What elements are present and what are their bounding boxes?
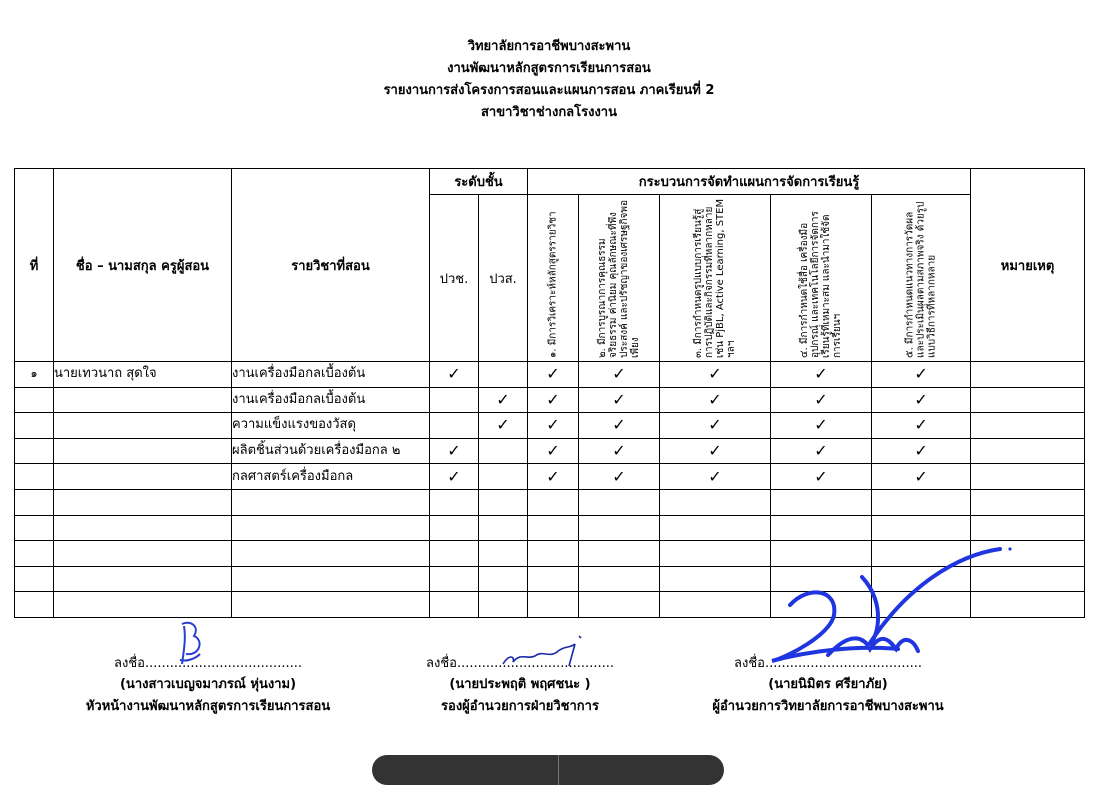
teacher-name <box>54 489 232 515</box>
header-process-1: ๑. มีการวิเคราะห์หลักสูตรรายวิชา <box>547 211 559 358</box>
remark-cell <box>971 387 1085 413</box>
process-2-check <box>579 566 660 592</box>
process-2-check: ✓ <box>579 362 660 388</box>
level-pvc-cell: ✓ <box>430 438 479 464</box>
subject-name <box>232 541 430 567</box>
signer-name: (นายประพฤติ พฤศชนะ ) <box>449 677 591 692</box>
header-process: กระบวนการจัดทำแผนการจัดการเรียนรู้ <box>528 169 971 195</box>
row-number <box>15 592 54 618</box>
header-teacher-name: ชื่อ – นามสกุล ครูผู้สอน <box>54 169 232 362</box>
header-process-2: ๒. มีการบูรณาการคุณธรรม จริยธรรม ค่านิยม คุณลักษณะที่พึงประสงค์ และปรัชญาของเศรษฐกิจพอเพียง <box>597 199 641 358</box>
report-title: รายงานการส่งโครงการสอนและแผนการสอน ภาคเรียนที่ 2 <box>383 83 715 98</box>
row-number: ๑ <box>15 362 54 388</box>
level-pvs-cell <box>479 489 528 515</box>
level-pvs-cell: ✓ <box>479 387 528 413</box>
level-pvc-cell <box>430 541 479 567</box>
college-name: วิทยาลัยการอาชีพบางสะพาน <box>467 39 631 54</box>
table-row <box>15 387 1085 413</box>
header-subject: รายวิชาที่สอน <box>232 169 430 362</box>
process-3-check <box>660 489 771 515</box>
row-number <box>15 413 54 439</box>
teacher-name <box>54 413 232 439</box>
process-2-check: ✓ <box>579 413 660 439</box>
row-number <box>15 541 54 567</box>
sign-label: ลงชื่อ <box>734 656 765 671</box>
process-2-check <box>579 515 660 541</box>
header-level: ระดับชั้น <box>430 169 528 195</box>
subject-name: งานเครื่องมือกลเบื้องต้น <box>232 387 430 413</box>
level-pvc-cell: ✓ <box>430 362 479 388</box>
signature-block-1: ลงชื่อ...................................... (นางสาวเบญจมาภรณ์ หุ่นงาม) หัวหน้างานพัฒนาหลักสูตรการเรียนการสอน <box>38 652 378 718</box>
table-row <box>15 362 1085 388</box>
level-pvc-cell <box>430 566 479 592</box>
process-3-check <box>660 541 771 567</box>
signer-title: รองผู้อำนวยการฝ่ายวิชาการ <box>441 699 599 714</box>
toolbar-divider <box>558 755 559 785</box>
header-process-3: ๓. มีการกำหนดรูปแบบการเรียนรู้สู่การปฏิบัติและกิจกรรมที่หลากหลาย เช่น PjBL, Active Learning, STEM ฯลฯ <box>693 198 737 358</box>
level-pvc-cell <box>430 413 479 439</box>
table-row <box>15 515 1085 541</box>
process-1-check: ✓ <box>528 362 579 388</box>
teacher-name <box>54 515 232 541</box>
process-4-check <box>771 515 872 541</box>
process-5-check <box>872 515 971 541</box>
process-2-check: ✓ <box>579 387 660 413</box>
process-2-check: ✓ <box>579 438 660 464</box>
table-row <box>15 464 1085 490</box>
remark-cell <box>971 413 1085 439</box>
header-process-5: ๕. มีการกำหนดแนวทางการวัดผลและประเมินผลตามสภาพจริง ด้วยรูปแบบวิธีการที่หลากหลาย <box>904 201 938 358</box>
remark-cell <box>971 489 1085 515</box>
process-3-check <box>660 566 771 592</box>
header-no: ที่ <box>15 169 54 362</box>
process-1-check: ✓ <box>528 464 579 490</box>
document-header <box>0 36 1098 124</box>
process-1-check <box>528 541 579 567</box>
subject-name <box>232 592 430 618</box>
level-pvs-cell <box>479 515 528 541</box>
process-4-check: ✓ <box>771 362 872 388</box>
process-4-check: ✓ <box>771 464 872 490</box>
level-pvc-cell <box>430 489 479 515</box>
subject-name <box>232 515 430 541</box>
signature-block-2: ลงชื่อ...................................... (นายประพฤติ พฤศชนะ ) รองผู้อำนวยการฝ่ายวิชาการ <box>350 652 690 718</box>
branch-name: สาขาวิชาช่างกลโรงงาน <box>481 105 617 120</box>
row-number <box>15 566 54 592</box>
signer-name: (นายนิมิตร ศรียาภัย) <box>768 677 888 692</box>
subject-name <box>232 489 430 515</box>
remark-cell <box>971 362 1085 388</box>
process-4-check <box>771 489 872 515</box>
process-3-check <box>660 515 771 541</box>
process-2-check <box>579 489 660 515</box>
teacher-name <box>54 592 232 618</box>
process-2-check <box>579 541 660 567</box>
teacher-name: นายเทวนาถ สุดใจ <box>54 362 232 388</box>
subject-name: กลศาสตร์เครื่องมือกล <box>232 464 430 490</box>
level-pvs-cell <box>479 592 528 618</box>
signature-block-3: ลงชื่อ...................................... (นายนิมิตร ศรียาภัย) ผู้อำนวยการวิทยาลัยการอาชีพบางสะพาน <box>658 652 998 718</box>
process-3-check: ✓ <box>660 438 771 464</box>
level-pvc-cell <box>430 387 479 413</box>
teacher-name <box>54 541 232 567</box>
level-pvc-cell <box>430 515 479 541</box>
table-row <box>15 489 1085 515</box>
process-4-check: ✓ <box>771 387 872 413</box>
process-3-check: ✓ <box>660 413 771 439</box>
teacher-name <box>54 464 232 490</box>
row-number <box>15 464 54 490</box>
remark-cell <box>971 438 1085 464</box>
row-number <box>15 387 54 413</box>
process-5-check: ✓ <box>872 362 971 388</box>
signer-title: ผู้อำนวยการวิทยาลัยการอาชีพบางสะพาน <box>712 699 944 714</box>
process-5-check: ✓ <box>872 413 971 439</box>
subject-name: ความแข็งแรงของวัสดุ <box>232 413 430 439</box>
header-level-pvc: ปวช. <box>430 195 479 362</box>
process-3-check: ✓ <box>660 387 771 413</box>
process-1-check <box>528 592 579 618</box>
subject-name: ผลิตชิ้นส่วนด้วยเครื่องมือกล ๒ <box>232 438 430 464</box>
header-process-4: ๔. มีการกำหนดใช้สื่อ เครื่องมือ อุปกรณ์ และเทคโนโลยีการจัดการเรียนรู้ที่เหมาะสม และนำมาใช้จัดการเรียนฯ <box>799 211 843 358</box>
row-number <box>15 515 54 541</box>
teacher-name <box>54 566 232 592</box>
remark-cell <box>971 515 1085 541</box>
signer-name: (นางสาวเบญจมาภรณ์ หุ่นงาม) <box>119 677 297 692</box>
process-1-check <box>528 566 579 592</box>
level-pvs-cell <box>479 438 528 464</box>
level-pvs-cell <box>479 541 528 567</box>
process-3-check: ✓ <box>660 362 771 388</box>
process-5-check: ✓ <box>872 438 971 464</box>
process-4-check: ✓ <box>771 413 872 439</box>
level-pvs-cell <box>479 566 528 592</box>
table-row <box>15 413 1085 439</box>
process-1-check <box>528 515 579 541</box>
level-pvs-cell <box>479 362 528 388</box>
header-level-pvs: ปวส. <box>479 195 528 362</box>
row-number <box>15 489 54 515</box>
department-name: งานพัฒนาหลักสูตรการเรียนการสอน <box>447 61 651 76</box>
process-1-check <box>528 489 579 515</box>
subject-name <box>232 566 430 592</box>
level-pvs-cell <box>479 464 528 490</box>
teacher-name <box>54 387 232 413</box>
process-1-check: ✓ <box>528 413 579 439</box>
level-pvs-cell: ✓ <box>479 413 528 439</box>
process-4-check: ✓ <box>771 438 872 464</box>
subject-name: งานเครื่องมือกลเบื้องต้น <box>232 362 430 388</box>
process-1-check: ✓ <box>528 387 579 413</box>
level-pvc-cell <box>430 592 479 618</box>
process-1-check: ✓ <box>528 438 579 464</box>
level-pvc-cell: ✓ <box>430 464 479 490</box>
teacher-name <box>54 438 232 464</box>
row-number <box>15 438 54 464</box>
process-5-check <box>872 489 971 515</box>
sign-label: ลงชื่อ <box>114 656 145 671</box>
process-5-check: ✓ <box>872 464 971 490</box>
signer-title: หัวหน้างานพัฒนาหลักสูตรการเรียนการสอน <box>85 699 331 714</box>
sign-label: ลงชื่อ <box>426 656 457 671</box>
process-2-check: ✓ <box>579 464 660 490</box>
header-remark: หมายเหตุ <box>971 169 1085 362</box>
table-row <box>15 438 1085 464</box>
process-5-check: ✓ <box>872 387 971 413</box>
remark-cell <box>971 464 1085 490</box>
process-2-check <box>579 592 660 618</box>
process-3-check: ✓ <box>660 464 771 490</box>
process-3-check <box>660 592 771 618</box>
viewer-toolbar[interactable] <box>372 755 724 785</box>
